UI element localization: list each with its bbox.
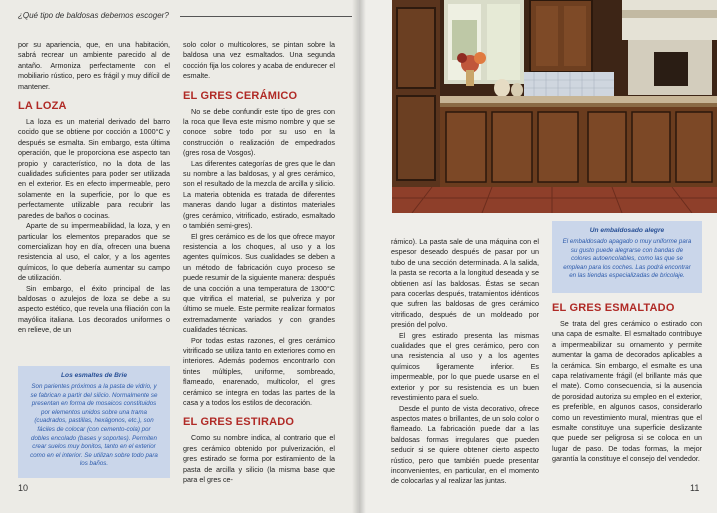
right-page-column-1 bbox=[391, 237, 539, 487]
paragraph: Desde el punto de vista decorativo, ofrece aspectos mates o brillantes, de un solo color o flameado. La fabricación puede dar a las baldosas formas irregulares que pueden seducir si se quiere obtener cierto aspecto rústico, pero que también puede presentar inconvenientes, en particular, en el momento de colocarlas y al realizar las juntas. bbox=[391, 403, 539, 486]
running-head: ¿Qué tipo de baldosas debemos escoger? bbox=[18, 11, 169, 20]
paragraph: Sin embargo, el éxito principal de las baldosas o azulejos de loza se debe a su aspecto estético, que revela una filiación con la mayólica italiana. Los decorados uniformes o en relieve, de un bbox=[18, 283, 170, 335]
left-page-column-1 bbox=[18, 40, 170, 336]
paragraph: Las diferentes categorías de gres que le dan su nombre a las baldosas, y al gres cerámico, son el resultado de la mezcla de arcilla y silicio. La materia obtenida es tratada de diferentes maneras dando lugar a distintos materiales (gres cerámico, vitrificado, estirado, esmaltado o también semi-gres). bbox=[183, 158, 335, 231]
paragraph: Se trata del gres cerámico o estirado con una capa de esmalte. El esmaltado contribuye a impermeabilizar su ornamento y permite aumentar la gama de decorados aplicables a la cerámica. Sin embargo, el esmalte es una capa relativamente frágil (el brillante más que el mate). Como consecuencia, si la ausencia de porosidad autoriza su empleo en el exterior, es preferible, en algunos casos, considerarlo como un revestimiento mural, mientras que el esmalte constituye una superficie deslizante que puede ser peligrosa si se coloca en un lugar de paso. De todas formas, la mejor garantía la constituye el consejo del vendedor. bbox=[552, 319, 702, 464]
sidebar-box-title: Los esmaltes de Brie bbox=[61, 372, 127, 379]
paragraph: La loza es un material derivado del barro cocido que se obtiene por cocción a 1000°C y después se esmalta. Sin embargo, esta última operación, que le proporciona ese aspecto tan propio y característico, no la dota de las cualidades suficientes para poder ser utilizada en el exterior. Es en efecto impermeable, pero solamente en la superficie, por lo que es perfectamente utilizable para recubrir las paredes de baños o cocinas. bbox=[18, 117, 170, 220]
page-number-left: 10 bbox=[18, 483, 29, 493]
section-heading-gres-estirado: EL GRES ESTIRADO bbox=[183, 416, 295, 429]
sidebar-box-title: Un embaldosado alegre bbox=[589, 227, 665, 234]
page-number-right: 11 bbox=[690, 483, 700, 493]
kitchen-photo bbox=[392, 0, 717, 213]
book-gutter bbox=[352, 0, 366, 513]
paragraph: Como su nombre indica, al contrario que el gres cerámico obtenido por pulverización, el gres estirado se forma por estiramiento de la pasta de arcilla y silicio (la misma base que para el gres ce- bbox=[183, 433, 335, 485]
sidebar-box-esmaltes bbox=[18, 366, 170, 478]
paragraph: No se debe confundir este tipo de gres con la roca que lleva este mismo nombre y que se conoce sobre todo por su uso en la construcción o realización de empedrados (gres rosa de Vosgos). bbox=[183, 106, 335, 158]
paragraph: rámico). La pasta sale de una máquina con el espesor deseado después de pasar por un tubo de una sección determinada. A la salida, la pasta se recorta a la longitud deseada y se obtienen así las baldosas. Éstas se secan para cocerlas después, tratamientos idénticos que sufren las baldosas de gres cerámico vitrificado, después de un moldeado por presión del polvo. bbox=[391, 237, 539, 330]
kitchen-photo-image bbox=[392, 0, 717, 213]
paragraph: Por todas estas razones, el gres cerámico vitrificado se utiliza tanto en exteriores como en interiores. Además podemos encontrarlo con tintes múltiples, uniforme, sombreado, flameado, enarenado, multicolor, el gres cerámico se integra en todas las partes de la casa y a todos los estilos de decoración. bbox=[183, 335, 335, 407]
running-head-rule bbox=[180, 16, 352, 17]
sidebar-box-text: El embaldosado apagado o muy uniforme para su gusto puede alegrarse con bandas de colores autoencolables, como las que se emplean para los coches. Las podrá encontrar en las tiendas especializadas de bricolaje. bbox=[562, 238, 692, 280]
sidebar-box-embaldosado bbox=[552, 221, 702, 293]
left-page bbox=[0, 0, 358, 513]
section-heading-loza: LA LOZA bbox=[18, 100, 67, 113]
paragraph: Aparte de su impermeabilidad, la loza, y en particular los elementos preparados que se comercializan hoy en día, ofrecen una buena resistencia al uso, el calor, y a los agentes químicos, lo que debería aumentar su campo de utilización. bbox=[18, 221, 170, 283]
paragraph: El gres estirado presenta las mismas cualidades que el gres cerámico, pero con una resistencia al uso y a los agentes químicos ligeramente inferior. Es impermeable, por lo que puede usarse en el exterior y por su resistencia es un buen revestimiento para el suelo. bbox=[391, 330, 539, 403]
sidebar-box-text: Son parientes próximos a la pasta de vidrio, y se fabrican a partir del silicio. Normalmente se presentan en forma de mosaicos constituidos por elementos unidos sobre una trama (cuadrados, pastillas, hexágonos, etc.), son fáciles de colocar (con cemento-cola) por dobles encolado (bases y soportes). Permiten crear suelos muy bonitos, tanto en el exterior como en el interior. Se utilizan sobre todo para los baños. bbox=[30, 383, 158, 468]
left-page-column-2 bbox=[183, 40, 335, 485]
paragraph: El gres cerámico es de los que ofrece mayor resistencia a los choques, al uso y a los agentes químicos. Sus cualidades se deben a un método de fabricación cuyo proceso se puede resumir de la siguiente manera: después de una cocción a una temperatura de 1300°C que vitrifica el material, se pulveriza y por último se muele. Este permite realizar formatos extremadamente variados y con grandes cualidades técnicas. bbox=[183, 231, 335, 335]
section-heading-gres-ceramico: EL GRES CERÁMICO bbox=[183, 89, 298, 102]
paragraph: por su apariencia, que, en una habitación, sabrá recrear un ambiente parecido al de antaño. Armoniza perfectamente con el mobiliario rústico, pero es frágil y muy difícil de mantener. bbox=[18, 40, 170, 91]
section-heading-gres-esmaltado: EL GRES ESMALTADO bbox=[552, 302, 675, 314]
paragraph: solo color o multicolores, se pintan sobre la baldosa una vez esmaltados. Una segunda cocción fija los colores y acaba de endurecer el esmalte. bbox=[183, 40, 335, 81]
right-page-column-2 bbox=[552, 302, 702, 465]
